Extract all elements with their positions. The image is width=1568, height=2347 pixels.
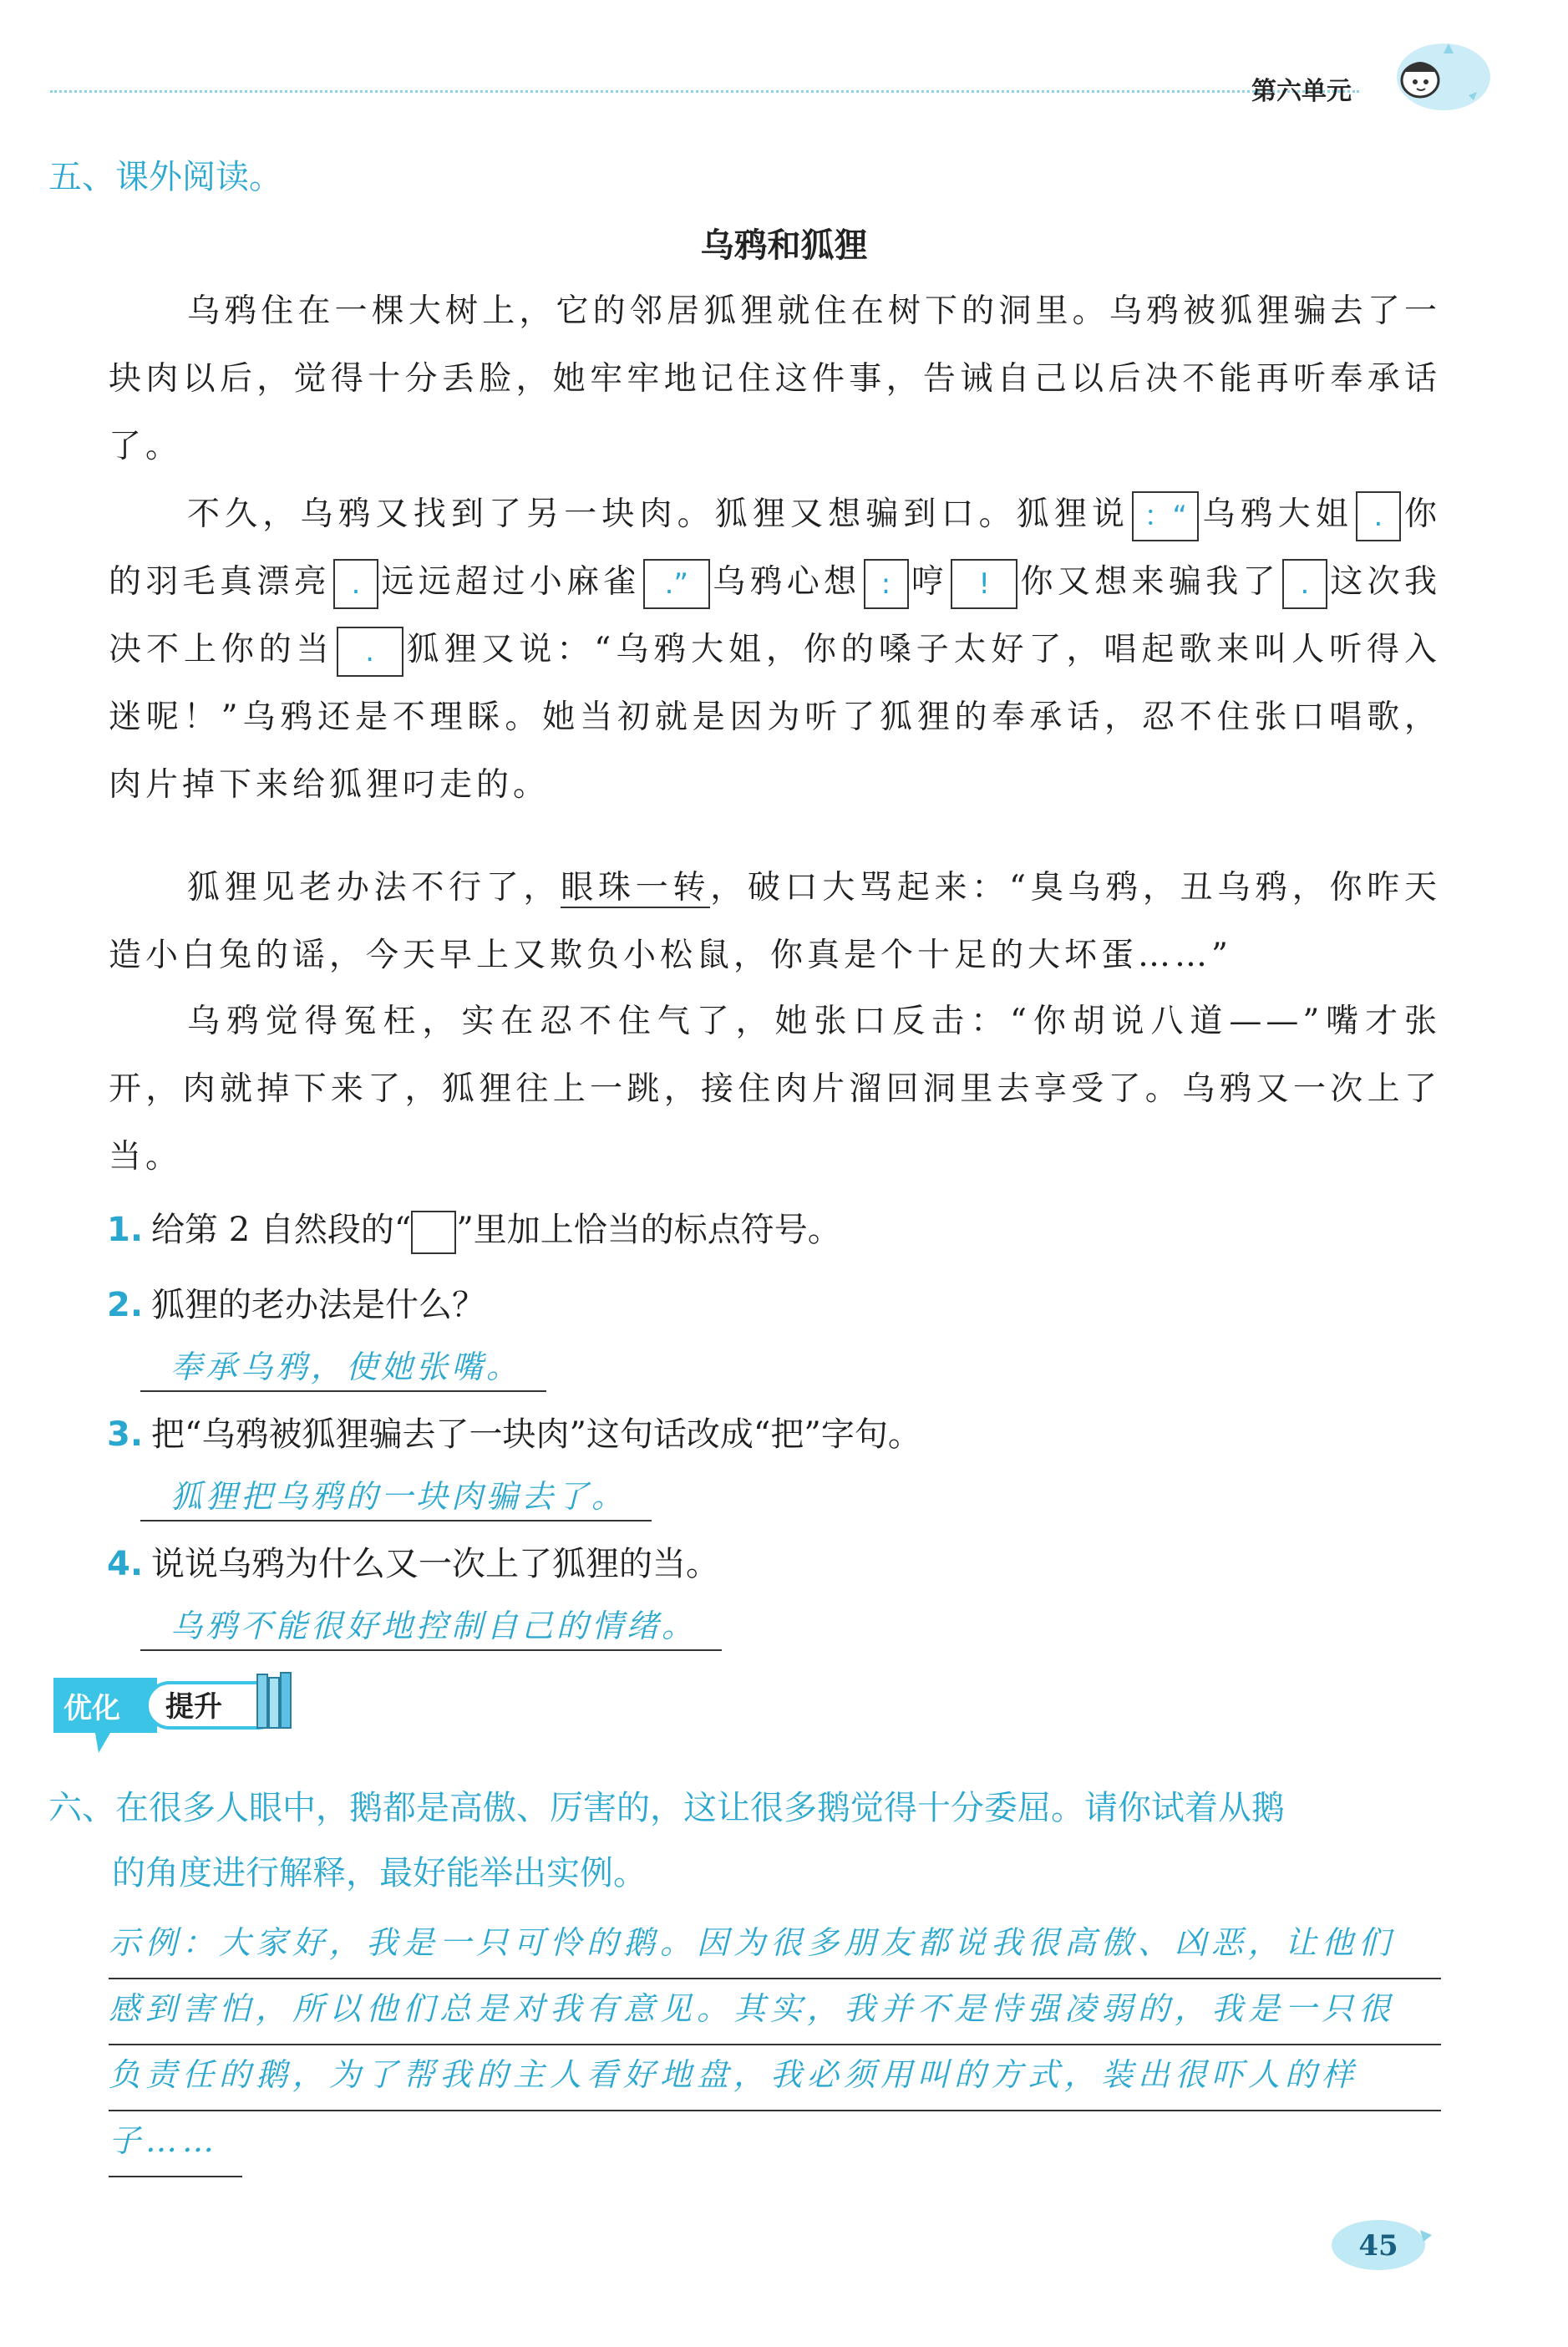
punctuation-blank-1[interactable]: ：“ <box>1132 491 1199 541</box>
punctuation-blank-8[interactable]: . <box>337 627 403 677</box>
p3-text-2: ，破口大骂起来：“臭乌鸦，丑乌鸦，你昨天造小白兔的谣，今天早上又欺负小松鼠，你真是个十足的大坏蛋……” <box>109 869 1441 974</box>
p2-text-9: 狐狸又说：“乌鸦大姐，你的嗓子太好了，唱起歌来叫人听得入迷呢！”乌鸦还是不理睬。她当初就是因为听了狐狸的奉承话，忍不住张口唱歌，肉片掉下来给狐狸叼走的。 <box>109 631 1441 804</box>
p2-text-7: 你又想来骗我了 <box>1020 563 1280 601</box>
question-number: 1. <box>107 1211 144 1249</box>
question-text: 把“乌鸦被狐狸骗去了一块肉”这句话改成“把”字句。 <box>151 1415 921 1454</box>
p2-text-5: 乌鸦心想 <box>712 563 861 601</box>
question-6-line-1: 六、在很多人眼中，鹅都是高傲、厉害的，这让很多鹅觉得十分委屈。请你试着从鹅 <box>48 1789 1285 1827</box>
answer-6-line-4[interactable]: 子…… <box>109 2111 242 2177</box>
paragraph-2 <box>109 480 1441 819</box>
page-number: 45 <box>1358 2229 1398 2263</box>
mascot-icon <box>1385 28 1494 120</box>
punctuation-blank-5[interactable]: : <box>864 559 909 609</box>
p2-text-1: 不久，乌鸦又找到了另一块肉。狐狸又想骗到口。狐狸说 <box>187 495 1130 533</box>
p2-text-6: 哼 <box>911 563 949 601</box>
example-blank-box <box>411 1211 456 1254</box>
p2-text-4: 远远超过小麻雀 <box>381 563 641 601</box>
punctuation-blank-6[interactable]: ! <box>951 559 1017 609</box>
punctuation-blank-4[interactable]: .” <box>643 559 710 609</box>
answer-2[interactable]: 奉承乌鸦，使她张嘴。 <box>140 1341 546 1392</box>
p2-text-8: 这次我决不上你的当 <box>109 563 1441 668</box>
punctuation-blank-3[interactable]: . <box>333 559 378 609</box>
question-text: 说说乌鸦为什么又一次上了狐狸的当。 <box>151 1545 720 1583</box>
story-title: 乌鸦和狐狸 <box>700 226 868 265</box>
question-3 <box>107 1408 921 1455</box>
punctuation-blank-7[interactable]: . <box>1282 559 1327 609</box>
question-4 <box>107 1537 719 1585</box>
badge-left-label: 优化 <box>63 1692 120 1725</box>
unit-label: 第六单元 <box>1251 77 1352 106</box>
p2-text-3: 你的羽毛真漂亮 <box>109 495 1441 601</box>
punctuation-blank-2[interactable]: . <box>1356 491 1401 541</box>
question-1 <box>107 1203 841 1254</box>
answer-6-line-2[interactable]: 感到害怕，所以他们总是对我有意见。其实，我并不是恃强凌弱的，我是一只很 <box>109 1979 1441 2045</box>
question-text-pre: 给第 2 自然段的“ <box>151 1211 412 1249</box>
paragraph-4: 乌鸦觉得冤枉，实在忍不住气了，她张口反击：“你胡说八道——”嘴才张开，肉就掉下来了，狐狸往上一跳，接住肉片溜回洞里去享受了。乌鸦又一次上了当。 <box>109 1003 1441 1176</box>
section-title: 五、课外阅读。 <box>48 158 282 196</box>
underlined-phrase: 眼珠一转 <box>561 869 711 907</box>
header-divider <box>50 90 1359 93</box>
p3-text-1: 狐狸见老办法不行了， <box>187 869 561 907</box>
answer-6-line-3[interactable]: 负责任的鹅，为了帮我的主人看好地盘，我必须用叫的方式，装出很吓人的样 <box>109 2045 1441 2111</box>
question-6-line-2: 的角度进行解释，最好能举出实例。 <box>112 1854 647 1892</box>
paragraph-3 <box>109 854 1441 989</box>
books-icon <box>257 1673 291 1728</box>
question-number: 2. <box>107 1286 144 1324</box>
question-2 <box>107 1278 485 1326</box>
paragraph-1: 乌鸦住在一棵大树上，它的邻居狐狸就住在树下的洞里。乌鸦被狐狸骗去了一块肉以后，觉得十分丢脸，她牢牢地记住这件事，告诫自己以后决不能再听奉承话了。 <box>109 292 1441 465</box>
question-text-post: ”里加上恰当的标点符号。 <box>456 1211 841 1249</box>
badge-right-label: 提升 <box>165 1690 222 1724</box>
question-text: 狐狸的老办法是什么？ <box>151 1286 486 1324</box>
answer-4[interactable]: 乌鸦不能很好地控制自己的情绪。 <box>140 1600 722 1651</box>
question-number: 3. <box>107 1415 144 1454</box>
answer-3[interactable]: 狐狸把乌鸦的一块肉骗去了。 <box>140 1471 652 1521</box>
answer-6[interactable] <box>109 1913 1441 2177</box>
question-6 <box>48 1775 1452 1906</box>
p2-text-2: 乌鸦大姐 <box>1201 495 1353 533</box>
answer-6-line-1[interactable]: 示例：大家好，我是一只可怜的鹅。因为很多朋友都说我很高傲、凶恶，让他们 <box>109 1913 1441 1979</box>
section-badge <box>48 1671 332 1763</box>
page-number-badge <box>1327 2210 1452 2277</box>
question-number: 4. <box>107 1545 144 1583</box>
